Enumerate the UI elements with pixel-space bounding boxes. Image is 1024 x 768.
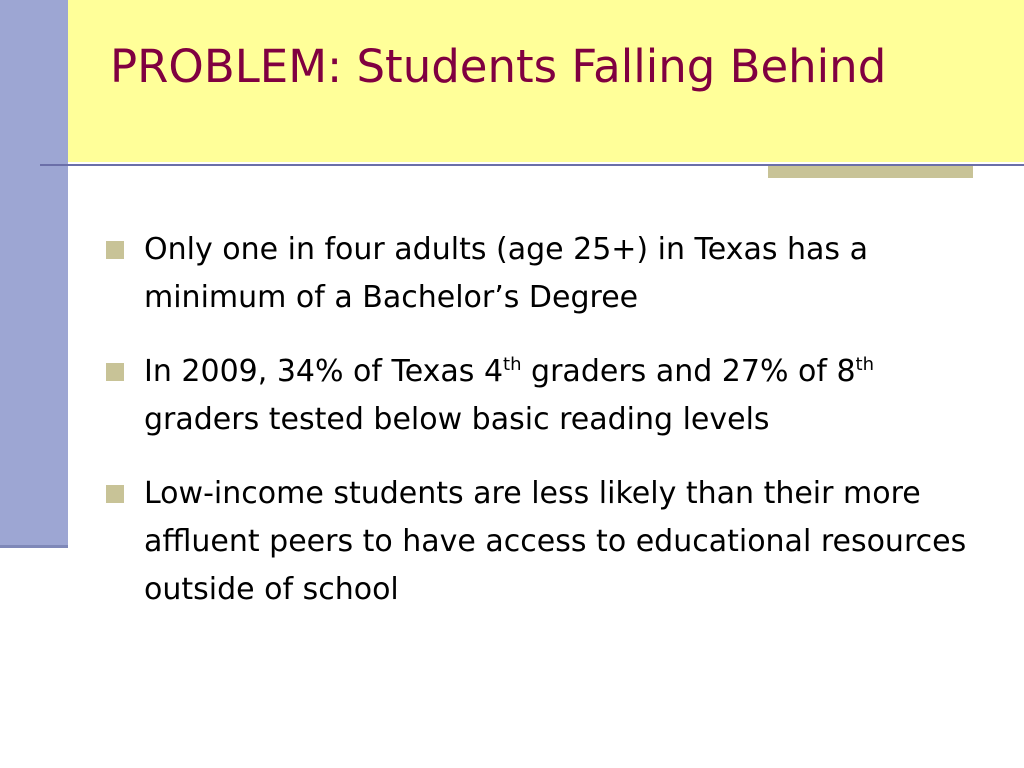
bullet-item [106,470,996,614]
superscript-ordinal: th [855,354,875,375]
bullet-item [106,226,996,322]
square-bullet-icon [106,241,124,259]
slide-title: PROBLEM: Students Falling Behind [110,40,887,93]
bullet-text: Only one in four adults (age 25+) in Texas has a minimum of a Bachelor’s Degree [144,232,868,315]
left-accent-bar [0,0,68,548]
bullet-list [106,226,996,640]
bullet-text: Low-income students are less likely than their more affluent peers to have access to educational resources outside of school [144,476,967,607]
bullet-item [106,348,996,444]
superscript-ordinal: th [503,354,522,375]
bullet-text: In 2009, 34% of Texas 4th graders and 27% of 8th graders tested below basic reading levels [144,354,875,437]
accent-block [768,166,973,178]
square-bullet-icon [106,363,124,381]
square-bullet-icon [106,485,124,503]
